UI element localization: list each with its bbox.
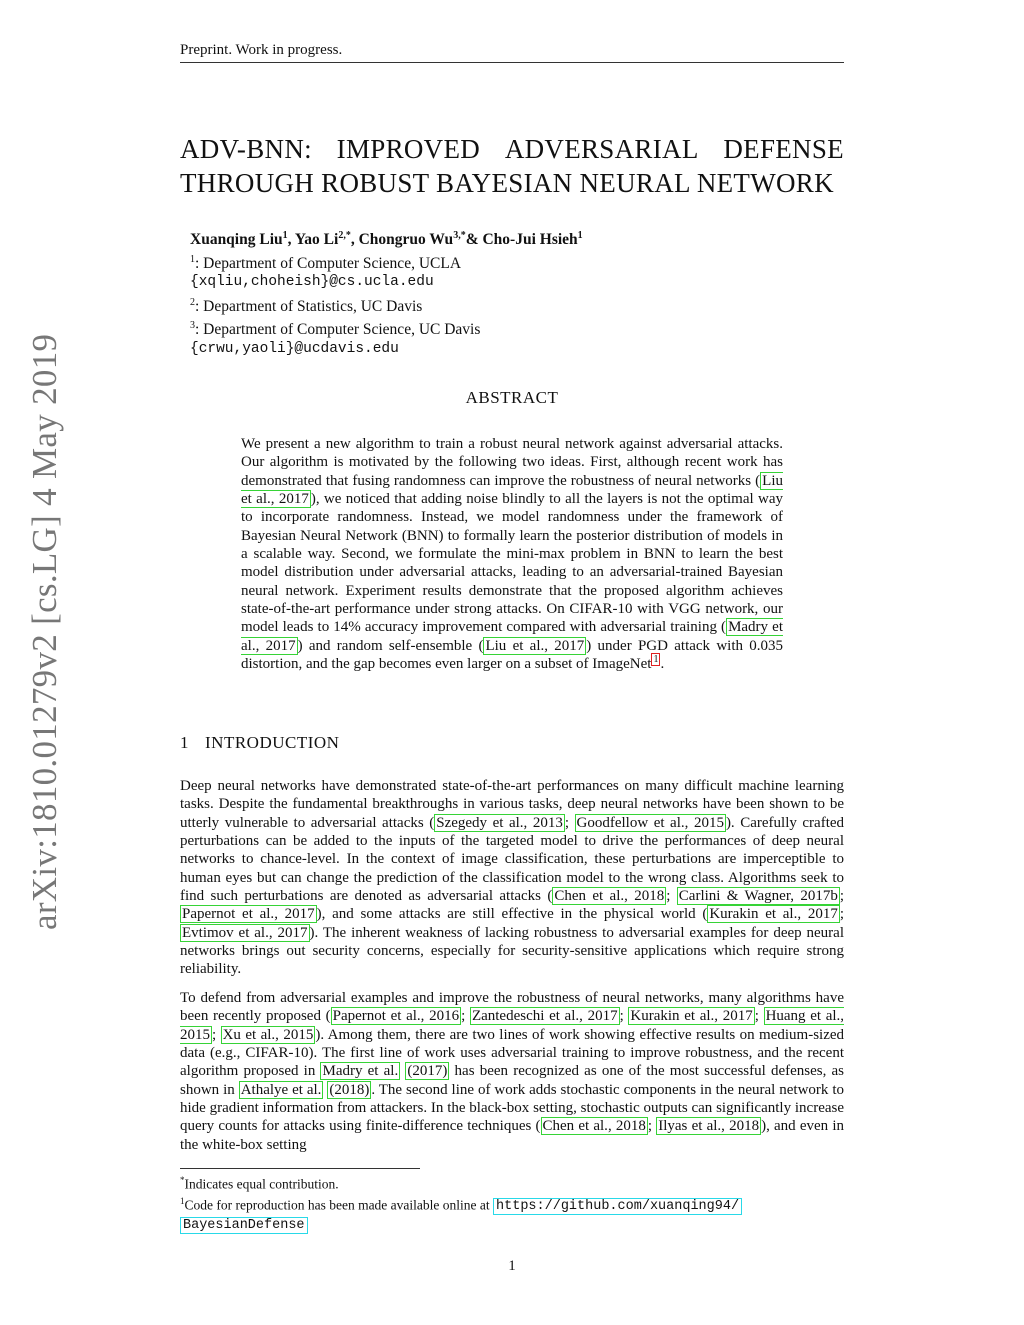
title-word: ADV-BNN: <box>180 134 312 164</box>
section-number: 1 <box>180 733 189 752</box>
citation-link[interactable]: Madry et al. <box>322 1063 399 1080</box>
citation-link[interactable]: Xu et al., 2015 <box>222 1026 314 1043</box>
section-title: INTRODUCTION <box>205 733 340 752</box>
author-names: Xuanqing Liu$^1$, Yao $Li^{2,*}$, Chongruo $Wu^{3,*}\&$ Cho-Jui Hsieh$^1$ <box>190 230 583 249</box>
footnote-reference-link[interactable]: 1 <box>653 654 659 666</box>
author-name: Chongruo Wu <box>358 231 454 249</box>
github-url-link[interactable]: BayesianDefense <box>180 1217 308 1234</box>
abstract-heading: ABSTRACT <box>465 388 559 407</box>
citation-link[interactable]: Chen et al., 2018 <box>542 1118 646 1135</box>
email-line: {xqliu,choheish}@cs.ucla.edu <box>190 274 434 291</box>
footnote-rule <box>180 1168 420 1169</box>
citation-link[interactable]: Madry et al., 2017 <box>241 619 783 654</box>
citation-link[interactable]: Evtimov et al., 2017 <box>182 924 308 941</box>
citation-link[interactable]: Papernot et al., 2017 <box>182 906 315 923</box>
citation-link[interactable]: Zantedeschi et al., 2017 <box>471 1008 618 1025</box>
author-sup: 1 <box>282 230 288 241</box>
author-sup: 3,* <box>453 230 466 241</box>
citation-link[interactable]: Ilyas et al., 2018 <box>658 1118 760 1135</box>
citation-link[interactable]: Chen et al., 2018 <box>554 888 665 905</box>
citation-link[interactable]: Liu et al., 2017 <box>485 637 585 654</box>
citation-link[interactable]: Kurakin et al., 2017 <box>709 906 838 923</box>
citation-link[interactable]: Athalye et al. <box>240 1081 322 1098</box>
citation-link[interactable]: Liu et al., 2017 <box>241 472 783 508</box>
footnote-code-availability: $^1$Code for reproduction has been made available online at https://github.com/xuanqing94/ BayesianDefense <box>180 1193 844 1235</box>
title-word: ADVERSARIAL <box>504 134 699 164</box>
citation-link[interactable]: Huang et al., 2015 <box>180 1008 845 1043</box>
intro-paragraph-1: Deep neural networks have demonstrated state-of-the-art performances on many difficult machine learning tasks. Despite the fundamental breakthroughs in various tasks, deep neural networks have been shown to be utterly vulnerable to adversarial attacks ( Szegedy et al., 2013 ; Goodfellow et al., 2015 ). Carefully crafted perturbations can be added to the inputs of the targeted model to drive the performances of deep neural networks to chance-level. In the context of image classification, these perturbations are imperceptible to human eyes but can change the prediction of the classification model to the wrong class. Algorithms seek to find such perturbations are denoted as adversarial attacks ( Chen et al., 2018 ; Carlini & Wagner, 2017b ; Papernot et al., 2017 ), and some attacks are still effective in the physical world ( Kurakin et al., 2017 ; Evtimov et al., 2017 ). The inherent weakness of lacking robustness to adversarial examples for deep neural networks brings out security concerns, especially for security-sensitive applications which require strong reliability. <box>180 778 845 978</box>
abstract-body: We present a new algorithm to train a robust neural network against adversarial attacks. Our algorithm is motivated by the following two ideas. First, although recent work has demonstrated that fusing randomness can improve the robustness of neural networks ( Liu et al., 2017 ), we noticed that adding noise blindly to all the layers is not the optimal way to incorporate randomness. Instead, we model randomness under the framework of Bayesian Neural Network (BNN) to formally learn the posterior distribution of models in a scalable way. Second, we formulate the mini-max problem in BNN to learn the best model distribution under adversarial attacks, leading to an adversarial-trained Bayesian neural network. Experiment results demonstrate that the proposed algorithm achieves state-of-the-art performance under strong attacks. On CIFAR-10 with VGG network, our model leads to 14% accuracy improvement compared with adversarial training ( Madry et al., 2017 ) and random self-ensemble ( Liu et al., 2017 ) under PGD attack with 0.035 distortion, and the gap becomes even larger on a subset of ImageNet $^1$ . <box>241 436 784 673</box>
intro-paragraph-2: To defend from adversarial examples and improve the robustness of neural networks, many algorithms have been recently proposed ( Papernot et al., 2016 ; Zantedeschi et al., 2017 ; Kurakin et al., 2017 ; Huang et al., 2015 ; Xu et al., 2015 ). Among them, there are two lines of work showing effective results on medium-sized data (e.g., CIFAR-10). The first line of work uses adversarial training to improve robustness, and the recent algorithm proposed in Madry et al. (2017) has been recognized as one of the most successful defenses, as shown in Athalye et al. (2018) . The second line of work adds stochastic components in the neural network to hide gradient information from attackers. In the black-box setting, stochastic outputs can significantly increase query counts for attacks using finite-difference techniques ( Chen et al., 2018 ; Ilyas et al., 2018 ), and even in the white-box setting <box>180 990 845 1153</box>
affiliation-line: $^2$: Department of Statistics, UC Davis <box>190 296 423 315</box>
title-word: IMPROVED <box>336 134 481 164</box>
citation-link[interactable]: (2018) <box>329 1081 370 1098</box>
github-url-link[interactable]: https://github.com/xuanqing94/ <box>493 1198 742 1215</box>
citation-link[interactable]: Carlini & Wagner, 2017b <box>678 888 838 905</box>
author-name: Xuanqing Liu <box>190 231 283 249</box>
author-name: Cho-Jui Hsieh <box>482 231 578 249</box>
author-name: Yao Li <box>294 231 339 249</box>
running-head: Preprint. Work in progress. <box>180 42 844 63</box>
citation-link[interactable]: Kurakin et al., 2017 <box>630 1008 753 1025</box>
title-line-2: THROUGH ROBUST BAYESIAN NEURAL NETWORK <box>180 168 834 198</box>
footnote-equal-contribution: *Indicates equal contribution. <box>180 1175 339 1192</box>
affiliation-line: $^1$: Department of Computer Science, UCLA <box>190 253 462 272</box>
author-ampersand: & <box>465 231 483 249</box>
section-heading <box>180 733 339 753</box>
author-block <box>190 226 830 360</box>
citation-link[interactable]: (2017) <box>407 1063 448 1080</box>
citation-link[interactable]: Papernot et al., 2016 <box>332 1008 460 1025</box>
citation-link[interactable]: Szegedy et al., 2013 <box>436 814 563 831</box>
paper-title <box>180 132 844 200</box>
arxiv-identifier-stamp[interactable]: arXiv:1810.01279v2 [cs.LG] 4 May 2019 <box>25 333 64 930</box>
email-line: {crwu,yaoli}@ucdavis.edu <box>190 341 399 358</box>
footnotes <box>180 1172 844 1234</box>
title-word: DEFENSE <box>723 134 844 164</box>
page-number: 1 <box>508 1258 516 1274</box>
citation-link[interactable]: Goodfellow et al., 2015 <box>576 814 724 831</box>
author-sup: 1 <box>577 230 583 241</box>
author-sup: 2,* <box>338 230 351 241</box>
affiliation-line: $^3$: Department of Computer Science, UC Davis <box>190 320 481 339</box>
